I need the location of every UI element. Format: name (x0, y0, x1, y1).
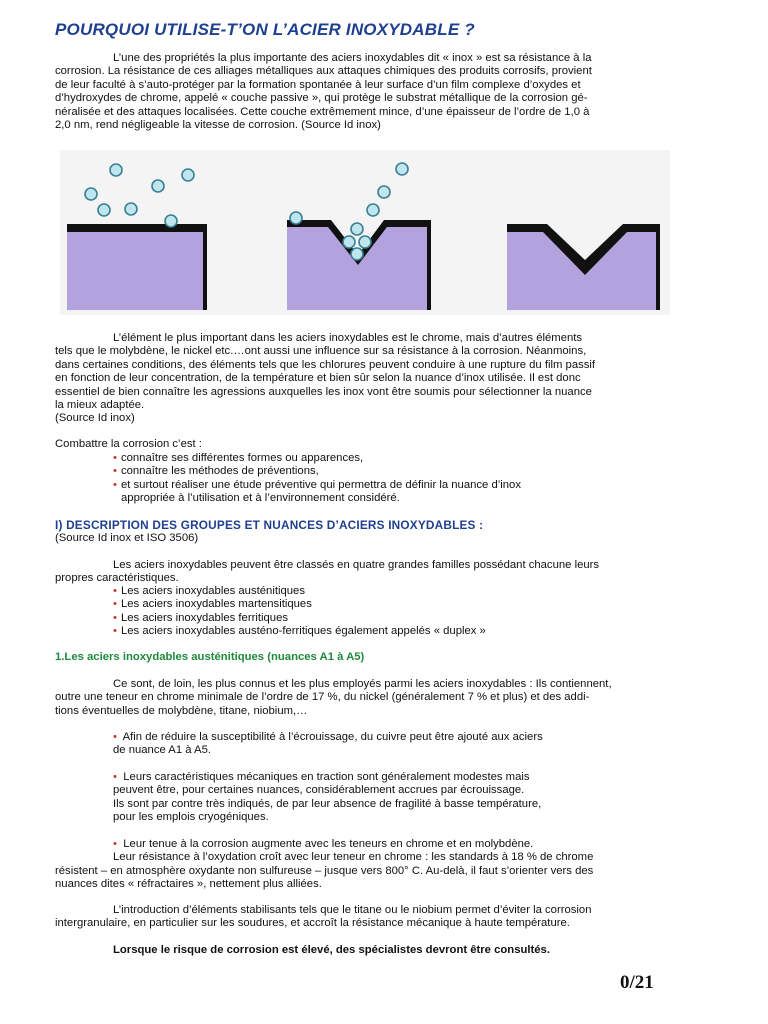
text-line: Leur résistance à l’oxydation croît avec leur teneur en chrome : les standards à 18 % de chrome (113, 851, 594, 864)
text-line (55, 838, 665, 851)
bullet-icon: • (113, 611, 117, 624)
ion-particle (98, 204, 110, 216)
corrosion-bullet (55, 838, 665, 892)
ion-particle (367, 204, 379, 216)
text-line: L’une des propriétés la plus importante des aciers inoxydables dit « inox » est sa résistance à la (113, 52, 592, 64)
metal-edge-2 (427, 220, 431, 310)
text-line: peuvent être, pour certaines nuances, considérablement accrues par écrouissage. (113, 784, 525, 797)
text-span: Leur tenue à la corrosion augmente avec les teneurs en chrome et en molybdène. (123, 838, 534, 850)
list-item-text: Les aciers inoxydables ferritiques (120, 611, 288, 624)
text-line (55, 771, 665, 784)
section-source: (Source Id inox et ISO 3506) (55, 532, 199, 544)
bullet-icon: • (113, 452, 117, 464)
mechanical-bullet (55, 771, 665, 825)
chrome-paragraph (55, 332, 665, 426)
text-line: tels que le molybdène, le nickel etc.…ont aussi une influence sur sa résistance à la corrosion. Néanmoins, (55, 345, 587, 358)
ion-particle (359, 236, 371, 248)
text-line: de leur faculté à s’auto-protéger par la formation spontanée à leur surface d’un film complexe d’oxydes et (55, 78, 581, 91)
bullet-icon: • (113, 838, 117, 850)
text-line: Ils sont par contre très indiqués, de par leur absence de fragilité à basse température, (113, 797, 542, 810)
list-item (55, 585, 665, 598)
list-item-text: Les aciers inoxydables martensitiques (120, 598, 312, 611)
text-line: néralisée et des attaques localisées. Cette couche extrêmement mince, d’une épaisseur de l’ordre de 1,0 à (55, 105, 590, 118)
ion-particle (182, 169, 194, 181)
austenitic-paragraph (55, 678, 665, 718)
bullet-icon: • (113, 625, 117, 638)
text-span: Afin de réduire la susceptibilité à l’écrouissage, du cuivre peut être ajouté aux aciers (122, 731, 543, 743)
bullet-icon: • (113, 731, 117, 743)
passive-film-1 (67, 224, 207, 232)
list-item-text: connaître ses différentes formes ou apparences, (120, 452, 364, 464)
figure-illustration (60, 150, 670, 315)
list-item (55, 479, 665, 492)
text-line: (Source Id inox) (55, 412, 135, 425)
text-line: d’hydroxydes de chrome, appelé « couche passive », qui protège le substrat métallique de la corrosion gé- (55, 92, 588, 105)
text-line: propres caractéristiques. (55, 572, 179, 585)
metal-edge-1 (203, 230, 207, 310)
list-item (55, 465, 665, 478)
ion-particle (290, 212, 302, 224)
text-line: nuances dites « réfractaires », nettement plus alliées. (55, 878, 322, 891)
text-line: essentiel de bien connaître les agressions auxquelles les inox vont être soumis pour sélectionner la nuance (55, 385, 592, 398)
ion-particle (152, 180, 164, 192)
subsection-title: 1.Les aciers inoxydables austénitiques (nuances A1 à A5) (55, 651, 365, 663)
text-line (55, 731, 665, 744)
passive-layer-figure (60, 150, 670, 315)
text-line: résistent – en atmosphère oxydante non sulfureuse – jusque vers 800° C. Au-delà, il faut s’orienter vers des (55, 864, 594, 877)
bullet-icon: • (113, 598, 117, 611)
metal-substrate-1 (67, 230, 207, 310)
text-line: intergranulaire, en particulier sur les soudures, et accroît la résistance mécanique à haute température. (55, 917, 570, 930)
bullet-icon: • (113, 478, 117, 491)
text-line: L’élément le plus important dans les aciers inoxydables est le chrome, mais d’autres éléments (113, 332, 583, 344)
text-line: Lorsque le risque de corrosion est élevé, des spécialistes devront être consultés. (113, 944, 550, 956)
list-item-text: connaître les méthodes de préventions, (120, 465, 319, 478)
copper-bullet (55, 731, 665, 758)
text-line: L’introduction d’éléments stabilisants tels que le titane ou le niobium permet d’éviter la corrosion (113, 904, 592, 916)
list-item (55, 452, 665, 465)
list-item (55, 612, 665, 625)
text-line: pour les emplois cryogéniques. (113, 811, 269, 824)
text-line: Ce sont, de loin, les plus connus et les plus employés parmi les aciers inoxydables : Ils contiennent, (113, 678, 612, 690)
combat-list (55, 452, 665, 506)
text-line: dans certaines conditions, des éléments tels que les chlorures peuvent conduire à une rupture du film passif (55, 358, 596, 371)
bullet-icon: • (113, 585, 117, 597)
text-span: Leurs caractéristiques mécaniques en traction sont généralement modestes mais (123, 771, 530, 783)
list-item (55, 625, 665, 638)
ion-particle (378, 186, 390, 198)
ion-particle (351, 223, 363, 235)
text-line: 2,0 nm, rend négligeable la vitesse de corrosion. (Source Id inox) (55, 119, 381, 132)
closing-statement (55, 944, 665, 957)
ion-particle (165, 215, 177, 227)
page-number: 0/21 (620, 972, 654, 993)
bullet-icon: • (113, 465, 117, 478)
page-title: POURQUOI UTILISE-T’ON L’ACIER INOXYDABLE ? (55, 20, 475, 39)
text-line: en fonction de leur concentration, de la température et bien sûr selon la nuance d’inox utilisée. Il est donc (55, 372, 581, 385)
list-item (55, 598, 665, 611)
text-line: de nuance A1 à A5. (113, 744, 211, 757)
list-item-text: appropriée à l’utilisation et à l’environnement considéré. (121, 492, 400, 505)
ion-particle (125, 203, 137, 215)
text-line: Les aciers inoxydables peuvent être classés en quatre grandes familles possédant chacune leurs (113, 559, 600, 571)
ion-particle (85, 188, 97, 200)
stabilisation-paragraph (55, 904, 665, 931)
ion-particle (396, 163, 408, 175)
list-item-text: et surtout réaliser une étude préventive qui permettra de définir la nuance d’inox (120, 478, 521, 491)
metal-edge-3 (656, 224, 660, 310)
ion-particle (343, 236, 355, 248)
text-line: corrosion. La résistance de ces alliages métalliques aux attaques chimiques des produits corrosifs, provient (55, 65, 592, 78)
text-line: tions éventuelles de molybdène, titane, niobium,… (55, 704, 308, 717)
list-item-text: Les aciers inoxydables austéno-ferritiques également appelés « duplex » (120, 625, 486, 638)
ion-particle (351, 248, 363, 260)
intro-paragraph (55, 52, 665, 132)
families-list (55, 585, 665, 639)
bullet-icon: • (113, 771, 117, 783)
text-line: la mieux adaptée. (55, 399, 145, 412)
text-line: outre une teneur en chrome minimale de l’ordre de 17 %, du nickel (généralement 7 % et plus) et des addi- (55, 691, 590, 704)
section-title: I) DESCRIPTION DES GROUPES ET NUANCES D’ACIERS INOXYDABLES : (55, 518, 484, 532)
list-item-text: Les aciers inoxydables austénitiques (120, 585, 305, 597)
list-item-continuation (55, 492, 665, 505)
combat-heading: Combattre la corrosion c’est : (55, 438, 202, 450)
families-intro (55, 559, 665, 586)
ion-particle (110, 164, 122, 176)
